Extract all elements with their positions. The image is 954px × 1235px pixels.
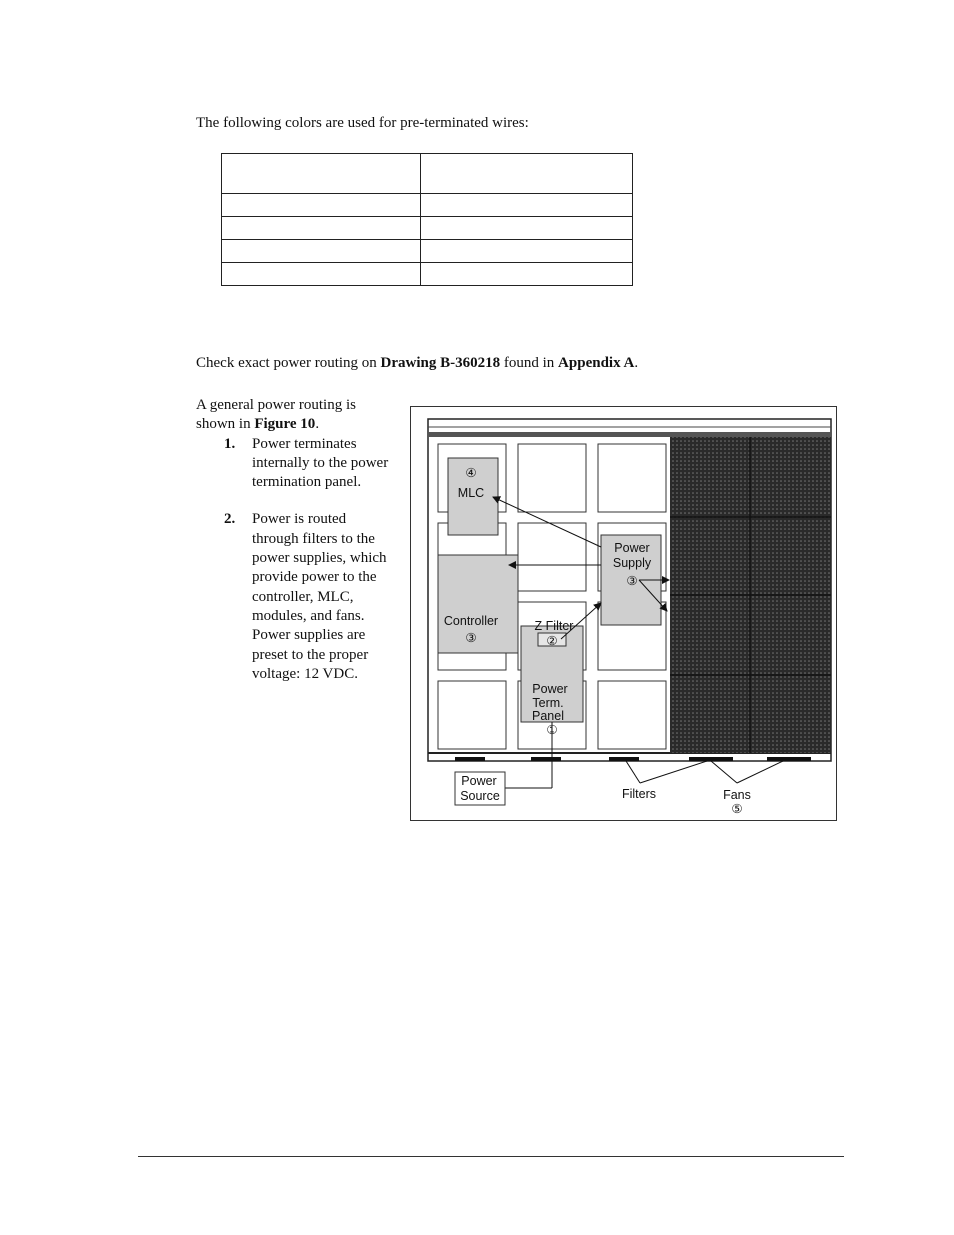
controller-label: Controller <box>443 614 499 628</box>
table-header-cell <box>421 154 633 194</box>
fans-label: Fans <box>723 788 751 802</box>
module-slot <box>518 523 586 591</box>
power-source-label: Power <box>461 774 497 788</box>
table-cell <box>222 194 421 217</box>
table-cell <box>222 240 421 263</box>
step-text: Power terminates internally to the power termination panel. <box>252 435 389 491</box>
table-row <box>222 263 633 286</box>
controller-number: ③ <box>465 631 477 645</box>
lead-text: A general power routing is shown in <box>196 397 356 433</box>
table-row <box>222 194 633 217</box>
z-filter-label: Z Filter <box>534 619 574 633</box>
module-slot <box>518 444 586 512</box>
note-text: found in <box>500 355 559 371</box>
step-number: 1. <box>224 435 236 452</box>
table-cell <box>421 194 633 217</box>
table-header-row <box>222 154 633 194</box>
module-slot <box>598 681 666 749</box>
power-term-label: Term. <box>532 696 564 710</box>
routing-lead <box>196 396 396 435</box>
step-text: Power is routed through filters to the power supplies, which provide power to the controller, MLC, modules, and fans. Power supplies are preset to the proper voltage: 12 VDC. <box>252 511 387 682</box>
z-filter-number: ② <box>546 634 558 648</box>
power-routing-figure <box>410 406 837 821</box>
note-text: Check exact power routing on <box>196 355 381 371</box>
mlc-label: MLC <box>457 486 485 500</box>
power-routing-note <box>196 355 638 372</box>
controller-box <box>438 555 518 653</box>
power-term-number: ① <box>546 723 558 737</box>
power-source-label: Source <box>460 789 500 803</box>
appendix-reference: Appendix A <box>558 355 635 371</box>
step-number: 2. <box>224 511 236 528</box>
note-text: . <box>634 355 639 371</box>
power-supply-number: ③ <box>626 574 638 588</box>
step-item <box>196 435 396 493</box>
power-term-label: Power <box>532 682 568 696</box>
table-header-cell <box>222 154 421 194</box>
table-cell <box>421 263 633 286</box>
lead-text: . <box>315 416 320 433</box>
table-cell <box>222 217 421 240</box>
power-supply-label: Supply <box>612 556 652 570</box>
fans-number: ⑤ <box>731 802 743 816</box>
table-row <box>222 240 633 263</box>
drawing-reference: Drawing B-360218 <box>380 355 501 371</box>
table-cell <box>222 263 421 286</box>
filters-label: Filters <box>621 787 657 801</box>
power-term-label: Panel <box>532 709 564 723</box>
footer-rule <box>138 1156 844 1157</box>
module-slot <box>438 681 506 749</box>
figure-reference: Figure 10 <box>254 416 316 433</box>
table-row <box>222 217 633 240</box>
routing-description <box>196 396 396 684</box>
table-cell <box>421 217 633 240</box>
mlc-number: ④ <box>465 466 477 480</box>
table-cell <box>421 240 633 263</box>
power-supply-label: Power <box>614 541 650 555</box>
power-routing-diagram <box>411 407 836 820</box>
module-slot <box>598 444 666 512</box>
intro-paragraph: The following colors are used for pre-terminated wires: <box>196 115 529 131</box>
step-item <box>196 510 396 684</box>
wire-color-table <box>221 153 633 286</box>
